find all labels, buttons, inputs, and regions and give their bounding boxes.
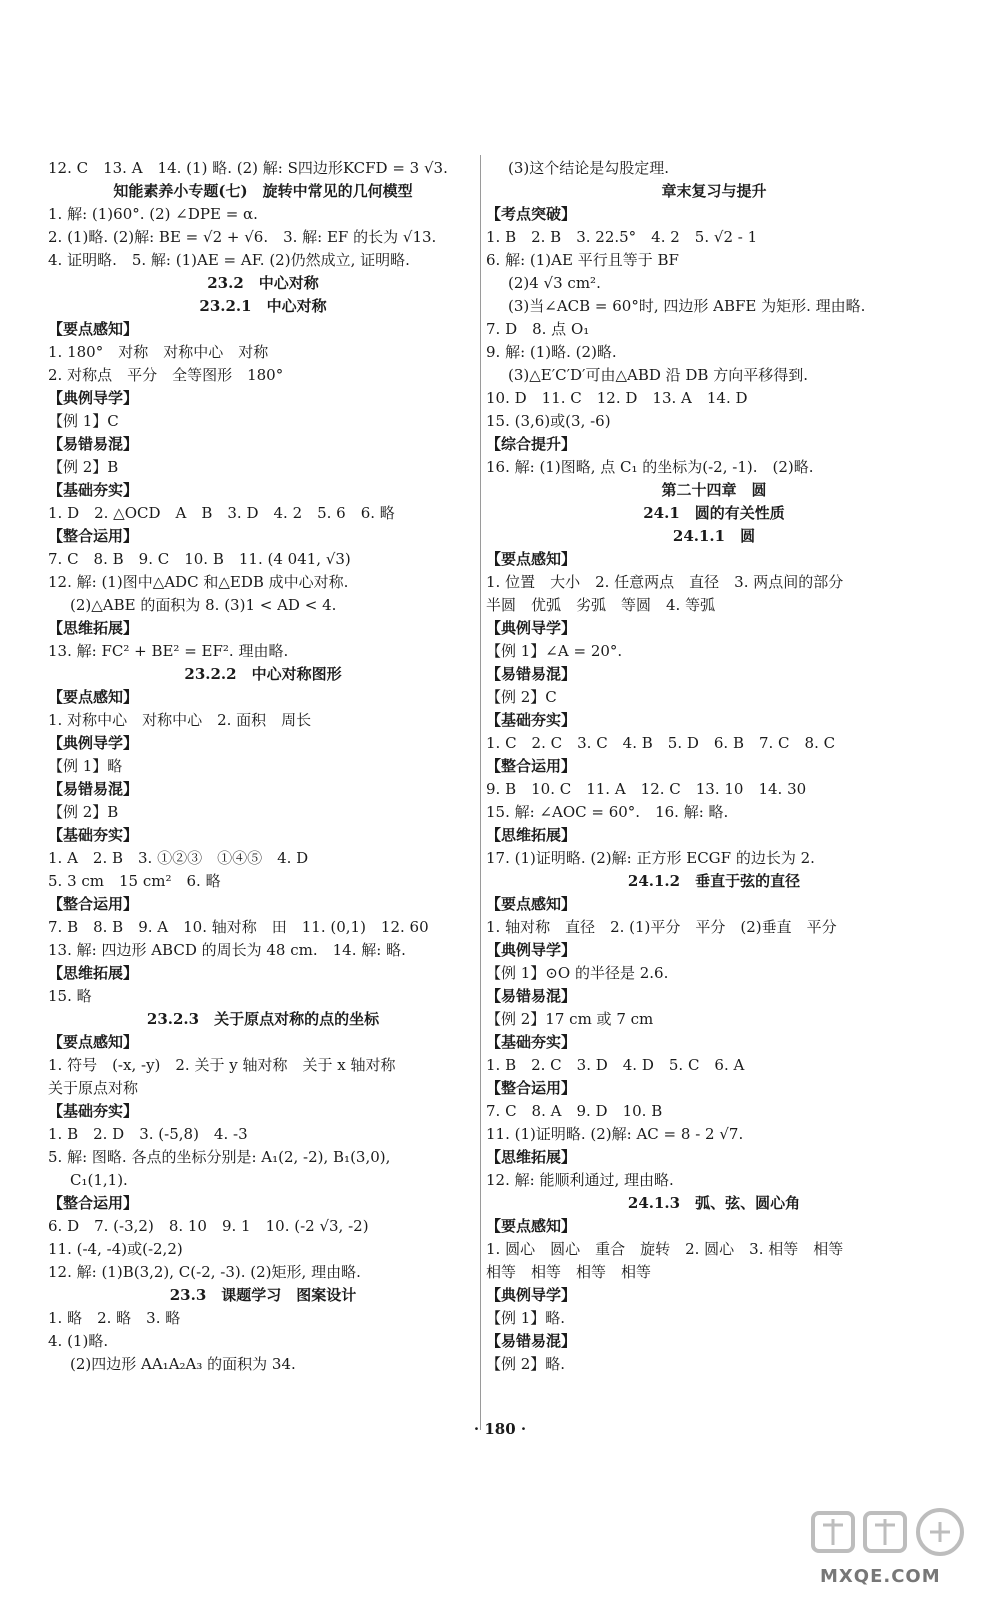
left-column-line: 7. B 8. B 9. A 10. 轴对称 田 11. (0,1) 12. 60 — [48, 918, 429, 936]
right-column — [486, 157, 942, 1376]
left-column-line: 1. 符号 (-x, -y) 2. 关于 y 轴对称 关于 x 轴对称 — [48, 1056, 396, 1074]
left-column-line: 1. D 2. △OCD A B 3. D 4. 2 5. 6 6. 略 — [48, 504, 395, 522]
left-column-line: 5. 3 cm 15 cm² 6. 略 — [48, 872, 221, 890]
right-column-line: 16. 解: (1)图略, 点 C₁ 的坐标为(-2, -1). (2)略. — [486, 458, 814, 476]
left-column-line: 【基础夯实】 — [48, 1102, 139, 1120]
left-column-line: 【典例导学】 — [48, 389, 139, 407]
right-column-line: 相等 相等 相等 相等 — [486, 1263, 652, 1281]
right-column-line: 1. 轴对称 直径 2. (1)平分 平分 (2)垂直 平分 — [486, 918, 837, 936]
left-column-line: 1. 180° 对称 对称中心 对称 — [48, 343, 269, 361]
right-column-line: 1. 圆心 圆心 重合 旋转 2. 圆心 3. 相等 相等 — [486, 1240, 844, 1258]
page-number: · 180 · — [473, 1420, 527, 1438]
left-column-line: 15. 略 — [48, 987, 92, 1005]
right-column-line: 15. (3,6)或(3, -6) — [486, 412, 611, 430]
left-column-line: 【要点感知】 — [48, 688, 139, 706]
left-column-line: 【例 2】B — [48, 458, 119, 476]
left-column-line: 【要点感知】 — [48, 1033, 139, 1051]
left-column-line: 1. 对称中心 对称中心 2. 面积 周长 — [48, 711, 312, 729]
right-column-line: (3)这个结论是勾股定理. — [508, 159, 670, 177]
right-column-line: 10. D 11. C 12. D 13. A 14. D — [486, 389, 748, 407]
right-column-line: 【例 1】∠A = 20°. — [486, 642, 623, 660]
column-divider — [480, 155, 481, 1430]
left-column-line: 23.2.3 关于原点对称的点的坐标 — [146, 1010, 380, 1028]
left-column-line: 【思维拓展】 — [48, 964, 139, 982]
left-column-line: 【思维拓展】 — [48, 619, 139, 637]
right-column-line: 【要点感知】 — [486, 1217, 577, 1235]
right-column-line: 【典例导学】 — [486, 1286, 577, 1304]
left-column-line: 23.2.1 中心对称 — [199, 297, 327, 315]
left-column-line: 4. (1)略. — [48, 1332, 109, 1350]
right-column-line: 【要点感知】 — [486, 895, 577, 913]
left-column-line: 12. 解: (1)B(3,2), C(-2, -3). (2)矩形, 理由略. — [48, 1263, 361, 1281]
left-column-line: 6. D 7. (-3,2) 8. 10 9. 1 10. (-2 √3, -2) — [48, 1217, 369, 1235]
left-column-line: 4. 证明略. 5. 解: (1)AE = AF. (2)仍然成立, 证明略. — [48, 251, 410, 269]
right-column-line: 1. B 2. B 3. 22.5° 4. 2 5. √2 - 1 — [486, 228, 758, 246]
right-column-line: 半圆 优弧 劣弧 等圆 4. 等弧 — [486, 596, 716, 614]
right-column-line: 【例 1】⊙O 的半径是 2.6. — [486, 964, 669, 982]
right-column-line: 1. 位置 大小 2. 任意两点 直径 3. 两点间的部分 — [486, 573, 844, 591]
right-column-line: 【例 2】17 cm 或 7 cm — [486, 1010, 654, 1028]
right-column-line: 【典例导学】 — [486, 941, 577, 959]
left-column-line: 【基础夯实】 — [48, 826, 139, 844]
left-column-line: 1. B 2. D 3. (-5,8) 4. -3 — [48, 1125, 248, 1143]
left-column-line: 【易错易混】 — [48, 435, 139, 453]
right-column-line: 【要点感知】 — [486, 550, 577, 568]
left-column — [48, 157, 478, 1376]
right-column-line: 【典例导学】 — [486, 619, 577, 637]
left-column-line: C₁(1,1). — [70, 1171, 128, 1189]
left-column-line: 23.2 中心对称 — [207, 274, 319, 292]
right-column-line: 【基础夯实】 — [486, 1033, 577, 1051]
right-column-line: 【易错易混】 — [486, 665, 577, 683]
right-column-line: (3)当∠ACB = 60°时, 四边形 ABFE 为矩形. 理由略. — [508, 297, 866, 315]
right-column-line: 【易错易混】 — [486, 987, 577, 1005]
left-column-line: 【例 1】C — [48, 412, 119, 430]
left-column-line: 12. 解: (1)图中△ADC 和△EDB 成中心对称. — [48, 573, 349, 591]
right-column-line: (2)4 √3 cm². — [508, 274, 601, 292]
right-column-line: 章末复习与提升 — [661, 182, 767, 200]
right-column-line: 【整合运用】 — [486, 1079, 577, 1097]
right-column-line: 【例 1】略. — [486, 1309, 566, 1327]
left-column-line: 1. 解: (1)60°. (2) ∠DPE = α. — [48, 205, 258, 223]
right-column-line: 6. 解: (1)AE 平行且等于 BF — [486, 251, 679, 269]
right-column-line: 7. D 8. 点 O₁ — [486, 320, 590, 338]
right-column-line: 9. B 10. C 11. A 12. C 13. 10 14. 30 — [486, 780, 807, 798]
right-column-line: 【基础夯实】 — [486, 711, 577, 729]
right-column-line: 12. 解: 能顺利通过, 理由略. — [486, 1171, 674, 1189]
right-column-line: 17. (1)证明略. (2)解: 正方形 ECGF 的边长为 2. — [486, 849, 815, 867]
left-column-line: 知能素养小专题(七) 旋转中常见的几何模型 — [113, 182, 413, 200]
right-column-line: 【易错易混】 — [486, 1332, 577, 1350]
left-column-line: 1. A 2. B 3. ①②③ ①④⑤ 4. D — [48, 849, 309, 867]
left-column-line: 【易错易混】 — [48, 780, 139, 798]
left-column-line: 7. C 8. B 9. C 10. B 11. (4 041, √3) — [48, 550, 351, 568]
left-column-line: 5. 解: 图略. 各点的坐标分别是: A₁(2, -2), B₁(3,0), — [48, 1148, 391, 1166]
right-column-line: 1. B 2. C 3. D 4. D 5. C 6. A — [486, 1056, 745, 1074]
right-column-line: 【整合运用】 — [486, 757, 577, 775]
right-column-line: 1. C 2. C 3. C 4. B 5. D 6. B 7. C 8. C — [486, 734, 836, 752]
right-column-line: 【考点突破】 — [486, 205, 577, 223]
left-column-line: (2)四边形 AA₁A₂A₃ 的面积为 34. — [70, 1355, 296, 1373]
right-column-line: 7. C 8. A 9. D 10. B — [486, 1102, 663, 1120]
left-column-line: 13. 解: FC² + BE² = EF². 理由略. — [48, 642, 289, 660]
right-column-line: 24.1.3 弧、弦、圆心角 — [627, 1194, 801, 1212]
right-column-line: 24.1.1 圆 — [672, 527, 756, 545]
right-column-line: 11. (1)证明略. (2)解: AC = 8 - 2 √7. — [486, 1125, 744, 1143]
left-column-line: 关于原点对称 — [48, 1079, 139, 1097]
left-column-line: 【整合运用】 — [48, 895, 139, 913]
right-column-line: (3)△E′C′D′可由△ABD 沿 DB 方向平移得到. — [508, 366, 808, 384]
left-column-line: 1. 略 2. 略 3. 略 — [48, 1309, 181, 1327]
left-column-line: 2. 对称点 平分 全等图形 180° — [48, 366, 284, 384]
right-column-line: 第二十四章 圆 — [661, 481, 767, 499]
left-column-line: 13. 解: 四边形 ABCD 的周长为 48 cm. 14. 解: 略. — [48, 941, 406, 959]
left-column-line: 12. C 13. A 14. (1) 略. (2) 解: S四边形KCFD = 3 √3. — [48, 159, 448, 177]
left-column-line: 11. (-4, -4)或(-2,2) — [48, 1240, 183, 1258]
left-column-line: 【整合运用】 — [48, 527, 139, 545]
left-column-line: 【基础夯实】 — [48, 481, 139, 499]
right-column-line: 【综合提升】 — [486, 435, 577, 453]
right-column-line: 9. 解: (1)略. (2)略. — [486, 343, 617, 361]
right-column-line: 24.1.2 垂直于弦的直径 — [627, 872, 801, 890]
right-column-line: 【思维拓展】 — [486, 826, 577, 844]
left-column-line: 【整合运用】 — [48, 1194, 139, 1212]
left-column-line: 【例 1】略 — [48, 757, 123, 775]
watermark-text: MXQE.COM — [820, 1566, 941, 1587]
right-column-line: 【思维拓展】 — [486, 1148, 577, 1166]
left-column-line: 【例 2】B — [48, 803, 119, 821]
left-column-line: 【典例导学】 — [48, 734, 139, 752]
left-column-line: (2)△ABE 的面积为 8. (3)1 < AD < 4. — [70, 596, 337, 614]
right-column-line: 24.1 圆的有关性质 — [643, 504, 785, 522]
right-column-line: 15. 解: ∠AOC = 60°. 16. 解: 略. — [486, 803, 729, 821]
left-column-line: 【要点感知】 — [48, 320, 139, 338]
right-column-line: 【例 2】C — [486, 688, 557, 706]
right-column-line: 【例 2】略. — [486, 1355, 566, 1373]
left-column-line: 2. (1)略. (2)解: BE = √2 + √6. 3. 解: EF 的长为 √13. — [48, 228, 437, 246]
left-column-line: 23.3 课题学习 图案设计 — [169, 1286, 357, 1304]
left-column-line: 23.2.2 中心对称图形 — [184, 665, 342, 683]
